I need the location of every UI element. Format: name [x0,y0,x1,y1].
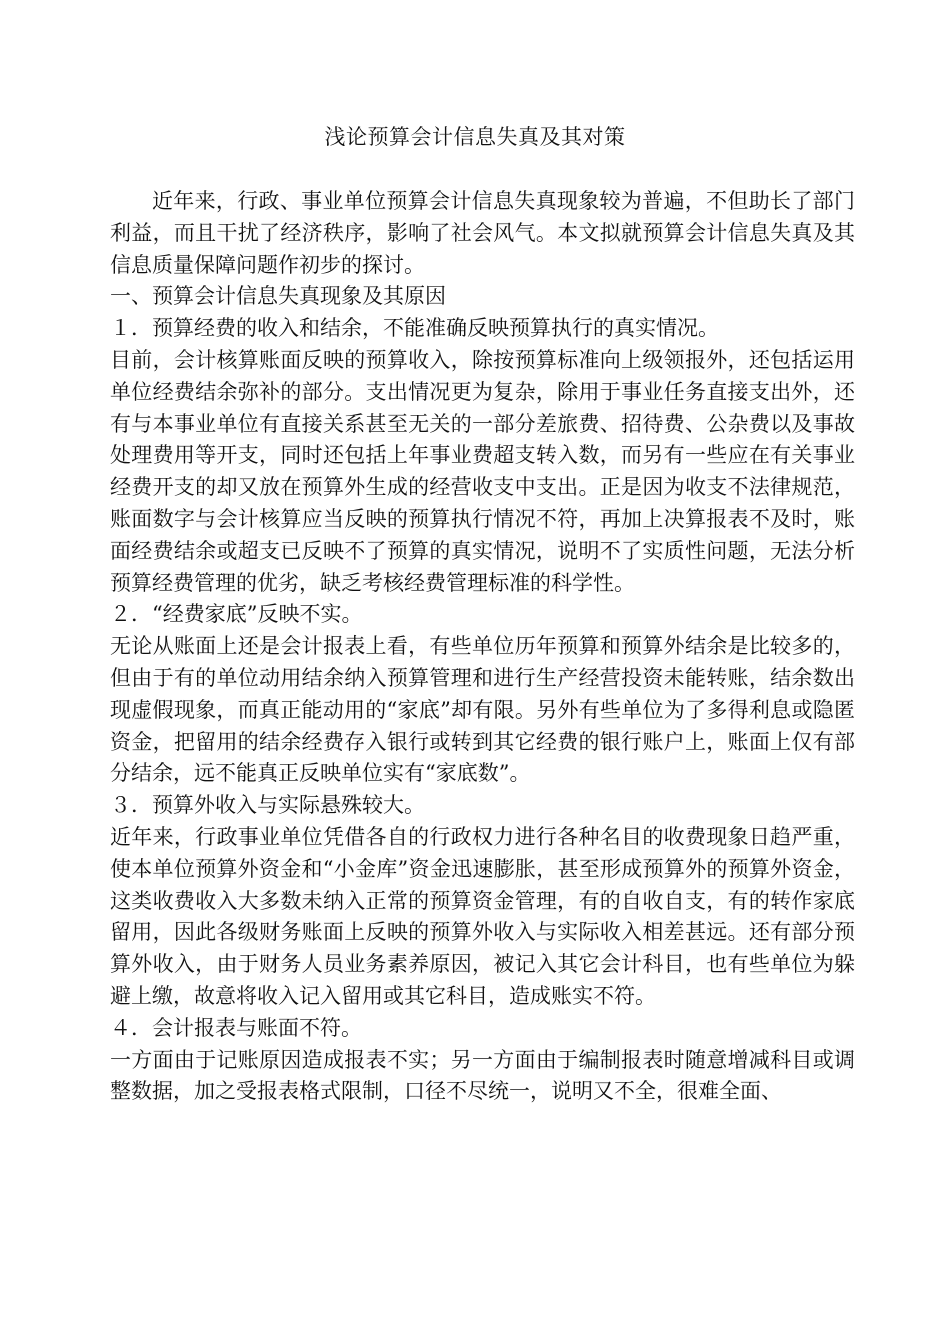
paragraph-4: 一方面由于记账原因造成报表不实；另一方面由于编制报表时随意增减科目或调整数据，加之受报表格式限制，口径不尽统一，说明又不全，很难全面、 [110,1047,855,1104]
section-heading-1: 一、预算会计信息失真现象及其原因 [110,284,446,309]
document-body [110,186,855,1108]
subheading-4: ４．会计报表与账面不符。 [110,1015,362,1040]
intro-paragraph: 近年来，行政、事业单位预算会计信息失真现象较为普遍，不但助长了部门利益，而且干扰了经济秩序，影响了社会风气。本文拟就预算会计信息失真及其信息质量保障问题作初步的探讨。 [110,189,855,277]
subheading-3: ３．预算外收入与实际悬殊较大。 [110,793,425,818]
subheading-2: ２．“经费家底”反映不实。 [110,602,363,627]
document-title: 浅论预算会计信息失真及其对策 [324,125,626,149]
paragraph-3: 近年来，行政事业单位凭借各自的行政权力进行各种名目的收费现象日趋严重，使本单位预算外资金和“小金库”资金迅速膨胀，甚至形成预算外的预算外资金，这类收费收入大多数未纳入正常的预算资金管理，有的自收自支，有的转作家底留用，因此各级财务账面上反映的预算外收入与实际收入相差甚远。还有部分预算外收入，由于财务人员业务素养原因，被记入其它会计科目，也有些单位为躲避上缴，故意将收入记入留用或其它科目，造成账实不符。 [110,824,855,1008]
paragraph-2: 无论从账面上还是会计报表上看，有些单位历年预算和预算外结余是比较多的，但由于有的单位动用结余纳入预算管理和进行生产经营投资未能转账，结余数出现虚假现象，而真正能动用的“家底”却有限。另外有些单位为了多得利息或隐匿资金，把留用的结余经费存入银行或转到其它经费的银行账户上，账面上仅有部分结余，远不能真正反映单位实有“家底数”。 [110,634,855,786]
paragraph-1: 目前，会计核算账面反映的预算收入，除按预算标准向上级领报外，还包括运用单位经费结余弥补的部分。支出情况更为复杂，除用于事业任务直接支出外，还有与本事业单位有直接关系甚至无关的一部分差旅费、招待费、公杂费以及事故处理费用等开支，同时还包括上年事业费超支转入数，而另有一些应在有关事业经费开支的却又放在预算外生成的经营收支中支出。正是因为收支不法律规范，账面数字与会计核算应当反映的预算执行情况不符，再加上决算报表不及时，账面经费结余或超支已反映不了预算的真实情况，说明不了实质性问题，无法分析预算经费管理的优劣，缺乏考核经费管理标准的科学性。 [110,347,855,595]
subheading-1: １．预算经费的收入和结余，不能准确反映预算执行的真实情况。 [110,316,719,341]
